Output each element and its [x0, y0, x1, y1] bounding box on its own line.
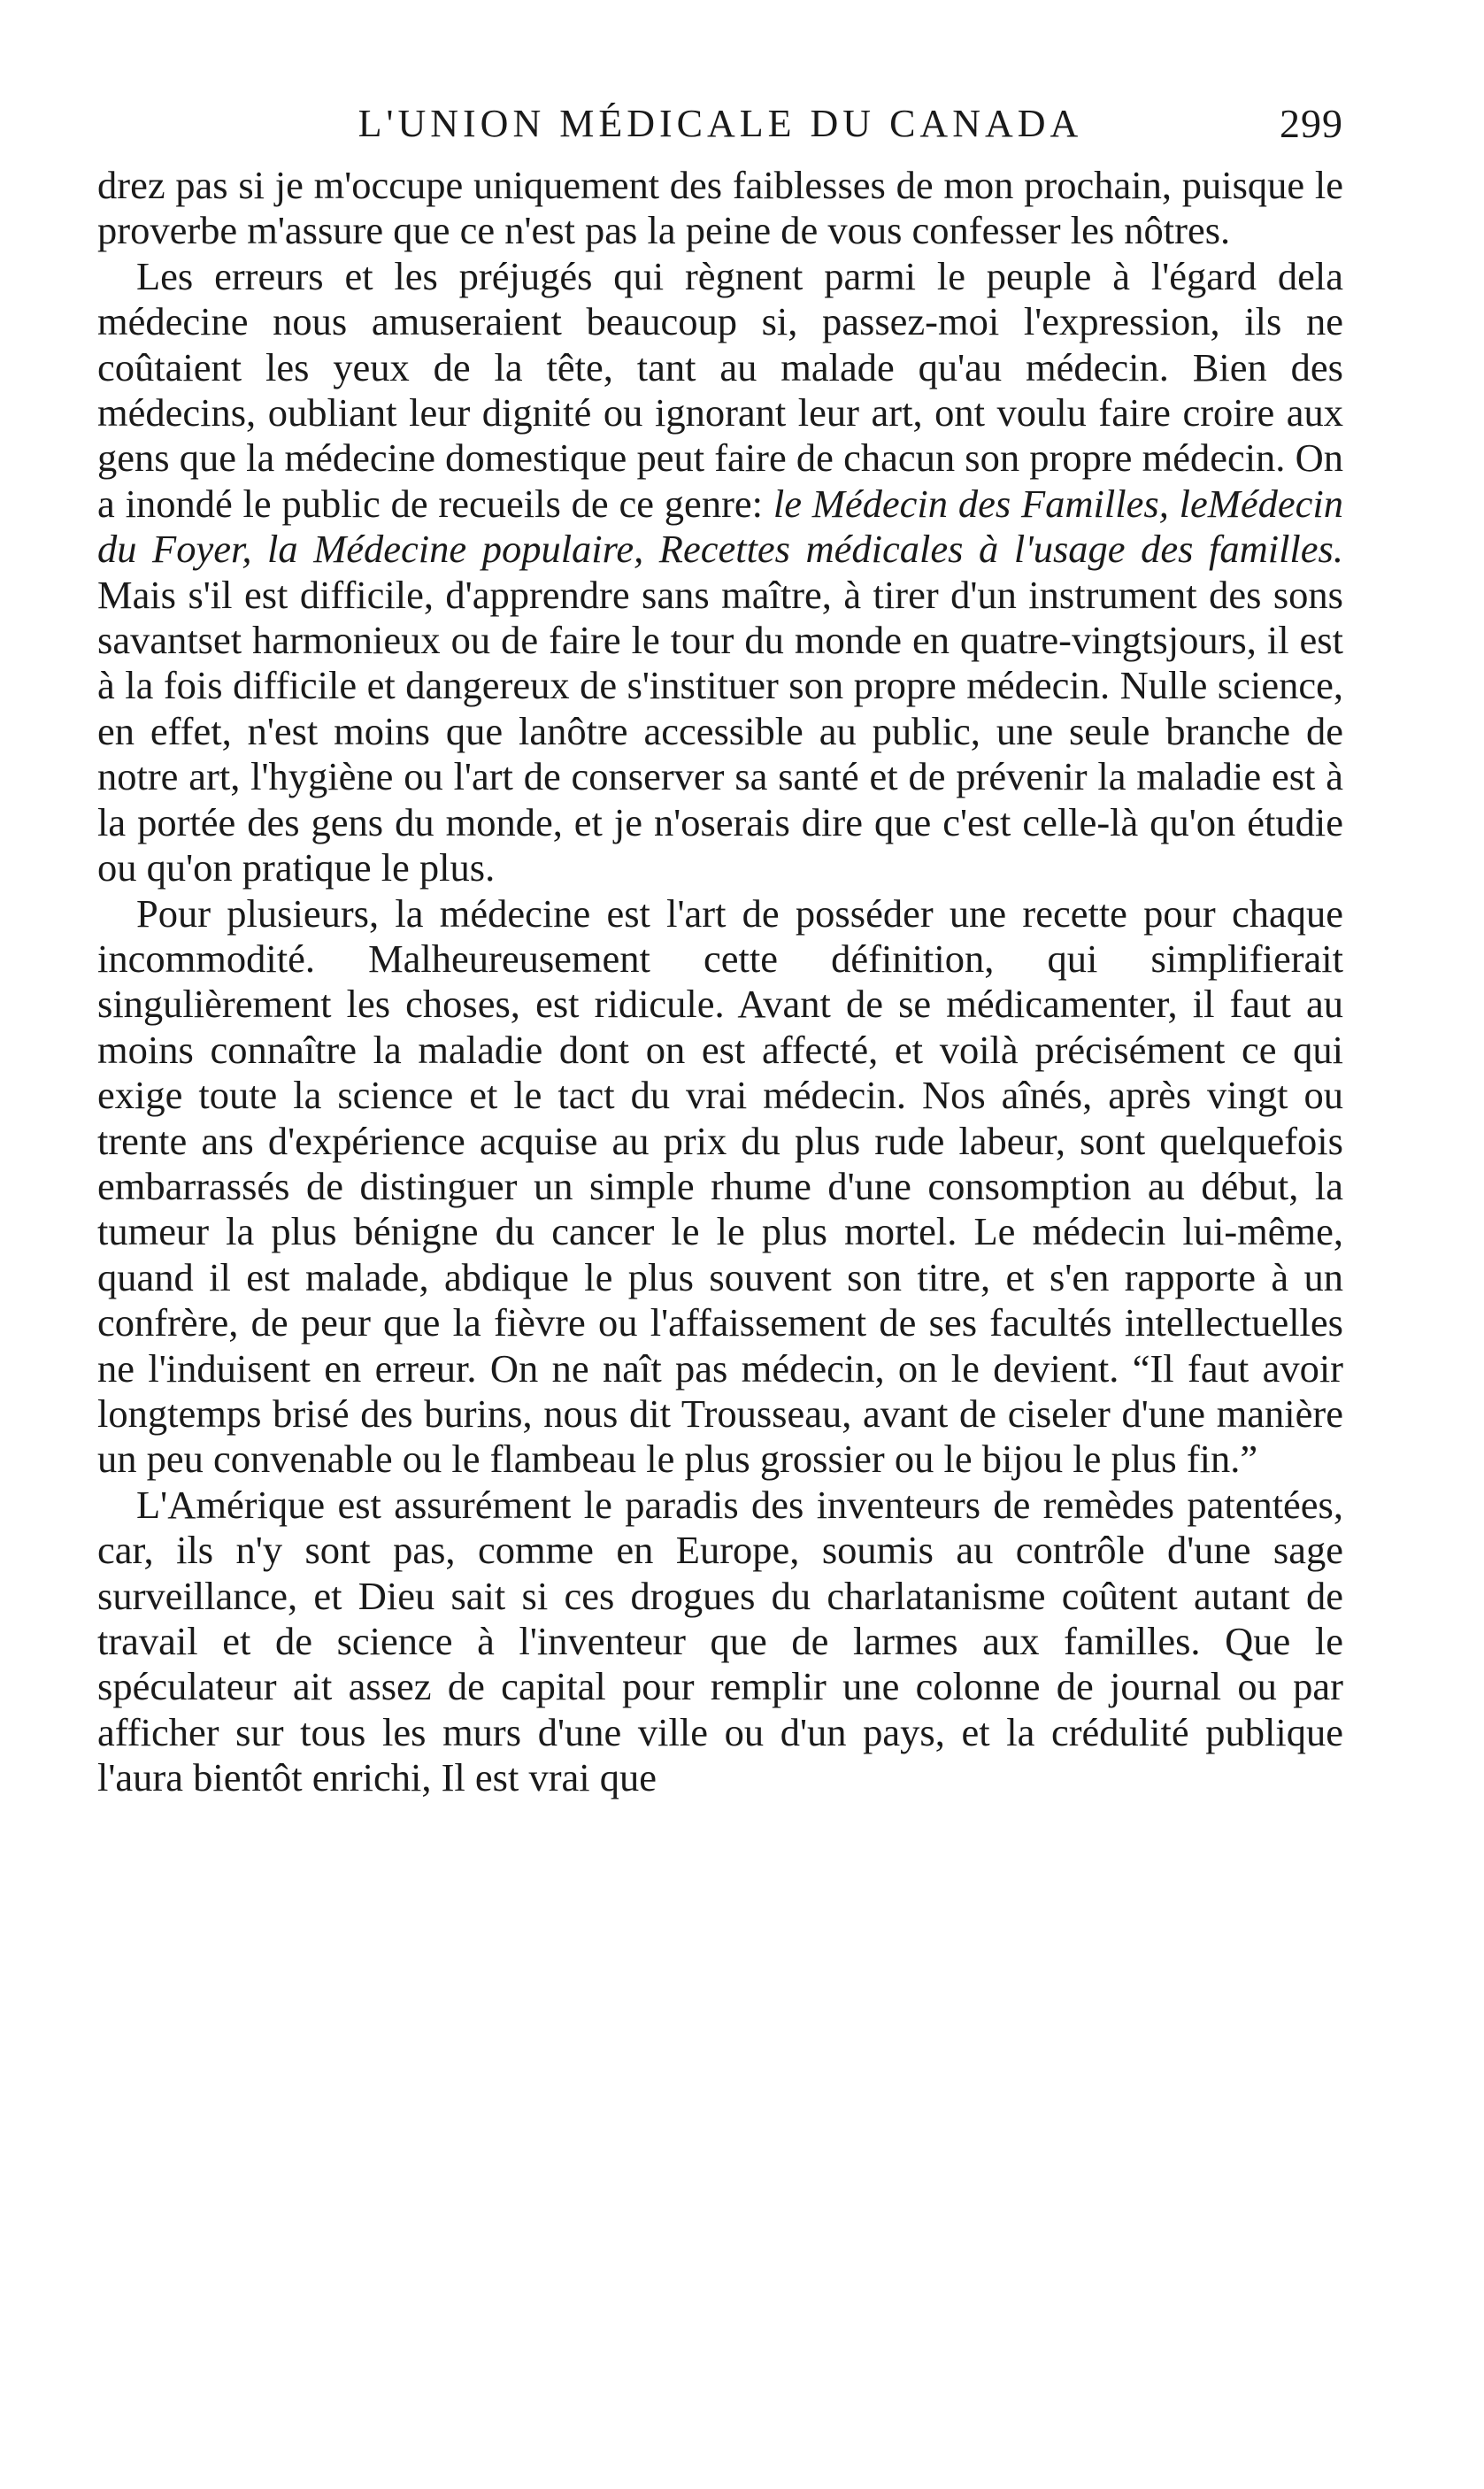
paragraph-text: Les erreurs et les préjugés qui règnent parmi le peuple à l'égard dela médecine nous amuseraient beaucoup si, passez-moi l'expression, ils ne coûtaient les yeux de la tête, tant au malade qu'au médecin. Bien des médecins, oubliant leur dignité ou ignorant leur art, ont voulu faire croire aux gens que la médecine domestique peut faire de chacun son propre médecin. On a inondé le public de recueils de ce genre:: [97, 253, 1343, 526]
paragraph-3: [97, 891, 1343, 1483]
paragraph-1: [97, 163, 1343, 254]
paragraph-4: [97, 1483, 1343, 1801]
running-head: [97, 97, 1343, 150]
italic-book-titles: le Médecin des Familles, leMédecin du Foyer, la Médecine populaire, Recettes médicales à l'usage des familles.: [97, 481, 1343, 572]
body-text: [97, 163, 1343, 1801]
paragraph-text: L'Amérique est assurément le paradis des inventeurs de remèdes patentées, car, ils n'y sont pas, comme en Europe, soumis au contrôle d'une sage surveillance, et Dieu sait si ces drogues du charlatanisme coûtent autant de travail et de science à l'inventeur que de larmes aux familles. Que le spéculateur ait assez de capital pour remplir une colonne de journal ou par afficher sur tous les murs d'une ville ou d'un pays, et la crédulité publique l'aura bientôt enrichi, Il est vrai que: [97, 1482, 1343, 1800]
paragraph-text: drez pas si je m'occupe uniquement des faiblesses de mon prochain, puisque le proverbe m'assure que ce n'est pas la peine de vous confesser les nôtres.: [97, 163, 1343, 253]
paragraph-text: Mais s'il est difficile, d'apprendre sans maître, à tirer d'un instrument des sons savantset harmonieux ou de faire le tour du monde en quatre-vingtsjours, il est à la fois difficile et dangereux de s'instituer son propre médecin. Nulle science, en effet, n'est moins que lanôtre accessible au public, une seule branche de notre art, l'hygiène ou l'art de conserver sa santé et de prévenir la maladie est à la portée des gens du monde, et je n'oserais dire que c'est celle-là qu'on étudie ou qu'on pratique le plus.: [97, 572, 1343, 890]
paragraph-2: [97, 254, 1343, 891]
page-number: 299: [1280, 101, 1343, 146]
paragraph-text: Pour plusieurs, la médecine est l'art de posséder une recette pour chaque incommodité. Malheureusement cette définition, qui simplifierait singulièrement les choses, est ridicule. Avant de se médicamenter, il faut au moins connaître la maladie dont on est affecté, et voilà précisément ce qui exige toute la science et le tact du vrai médecin. Nos aînés, après vingt ou trente ans d'expérience acquise au prix du plus rude labeur, sont quelquefois embarrassés de distinguer un simple rhume d'une consomption au début, la tumeur la plus bénigne du cancer le le plus mortel. Le médecin lui-même, quand il est malade, abdique le plus souvent son titre, et s'en rapporte à un confrère, de peur que la fièvre ou l'affaissement de ses facultés intellectuelles ne l'induisent en erreur. On ne naît pas médecin, on le devient. “Il faut avoir longtemps brisé des burins, nous dit Trousseau, avant de ciseler d'une manière un peu convenable ou le flambeau le plus grossier ou le bijou le plus fin.”: [97, 890, 1343, 1482]
journal-title: L'UNION MÉDICALE DU CANADA: [358, 102, 1083, 145]
book-page: [97, 97, 1343, 1801]
